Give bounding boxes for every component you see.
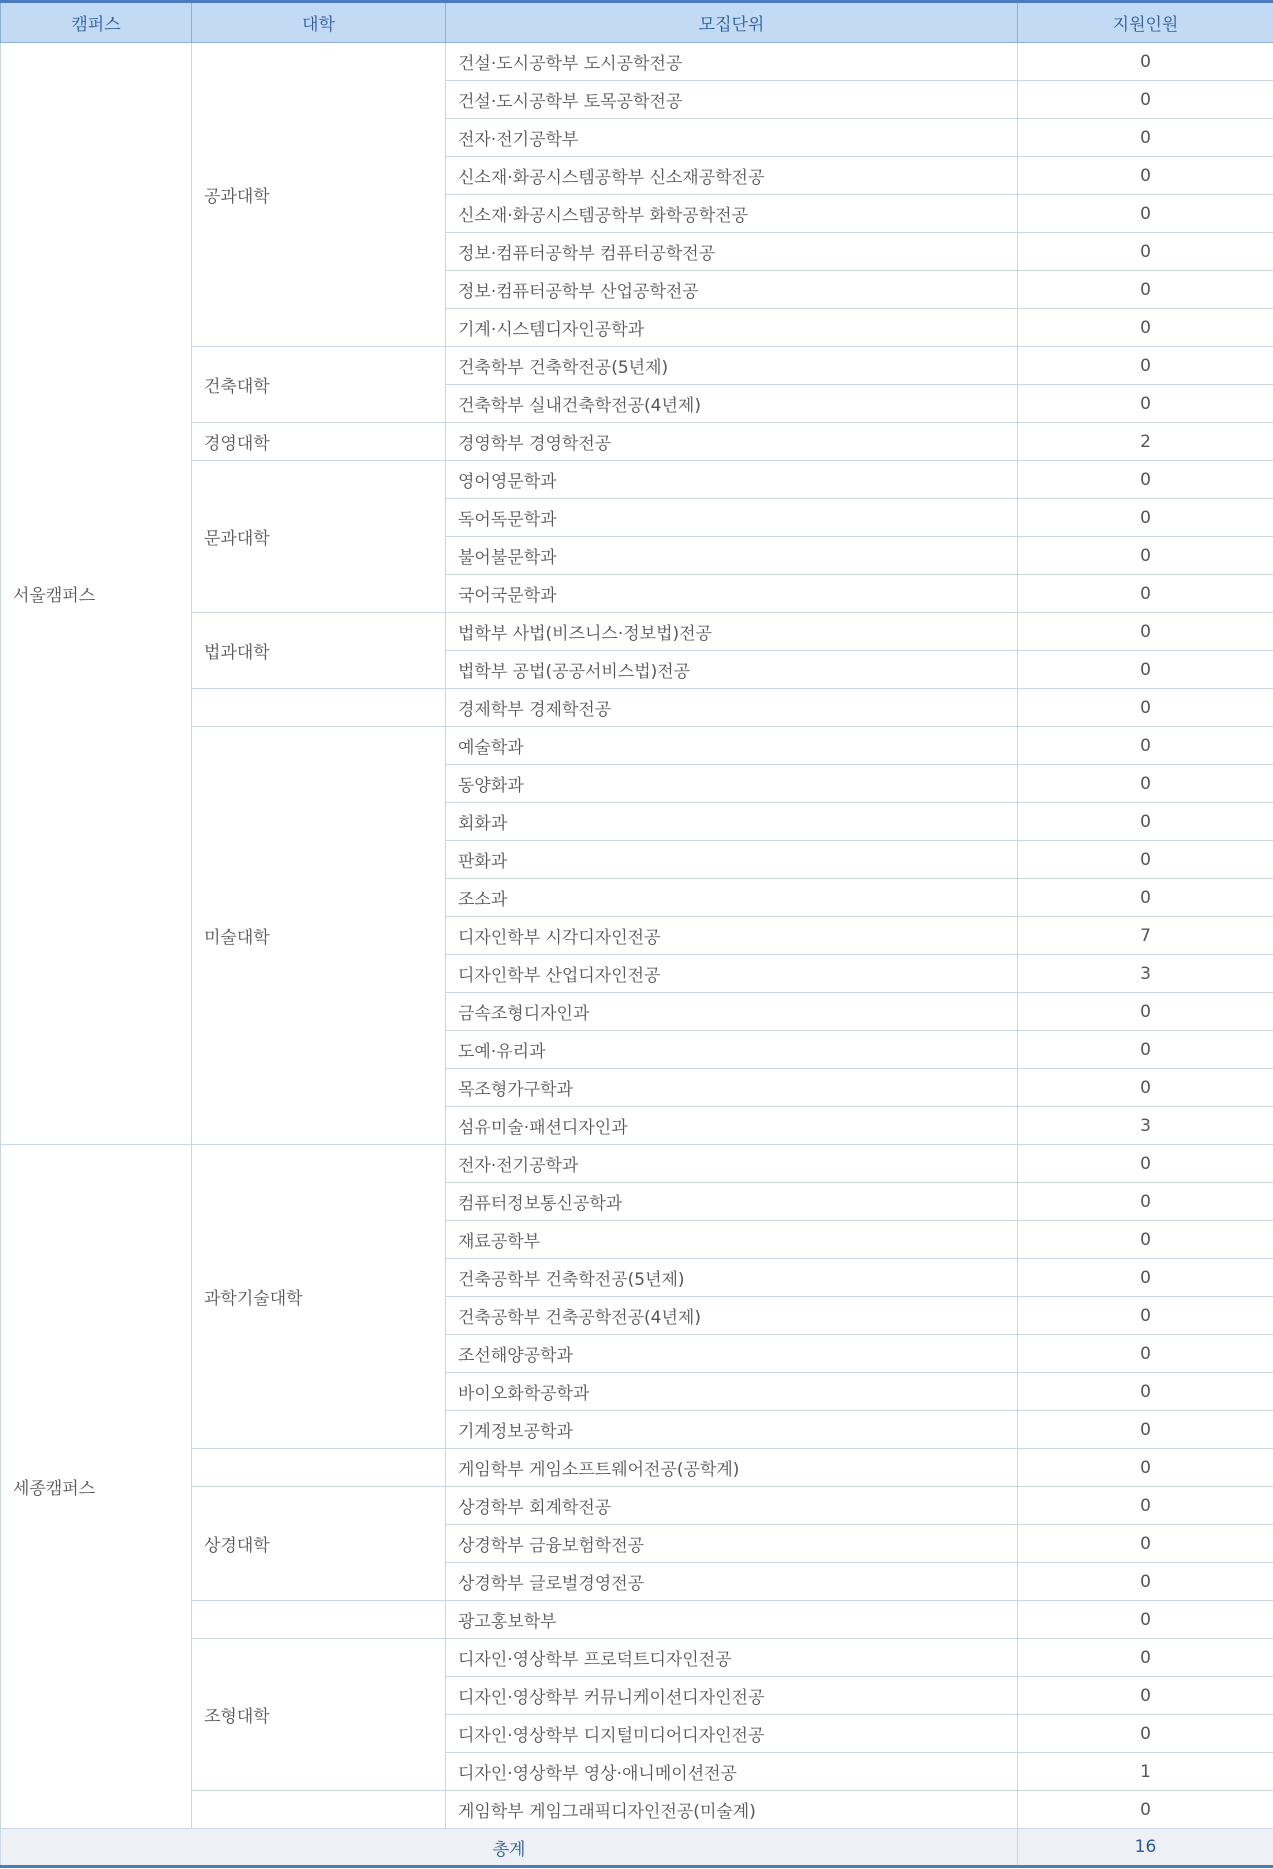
table-row xyxy=(1,43,1273,81)
count-cell: 0 xyxy=(1018,537,1273,575)
count-cell: 0 xyxy=(1018,689,1273,727)
count-cell: 0 xyxy=(1018,613,1273,651)
count-cell: 0 xyxy=(1018,119,1273,157)
count-cell: 0 xyxy=(1018,1449,1273,1487)
count-cell: 0 xyxy=(1018,1715,1273,1753)
count-cell: 0 xyxy=(1018,499,1273,537)
header-unit: 모집단위 xyxy=(446,2,1018,43)
table-row xyxy=(1,613,1273,651)
header-campus: 캠퍼스 xyxy=(1,2,192,43)
unit-cell: 디자인·영상학부 영상·애니메이션전공 xyxy=(446,1753,1018,1791)
college-cell: 법과대학 xyxy=(192,613,446,689)
unit-cell: 섬유미술·패션디자인과 xyxy=(446,1107,1018,1145)
table-row xyxy=(1,1449,1273,1487)
count-cell: 0 xyxy=(1018,1487,1273,1525)
college-cell: 공과대학 xyxy=(192,43,446,347)
count-cell: 0 xyxy=(1018,879,1273,917)
count-cell: 0 xyxy=(1018,271,1273,309)
campus-cell: 서울캠퍼스 xyxy=(1,43,192,1145)
unit-cell: 경영학부 경영학전공 xyxy=(446,423,1018,461)
college-cell: 미술대학 xyxy=(192,727,446,1145)
unit-cell: 회화과 xyxy=(446,803,1018,841)
count-cell: 0 xyxy=(1018,727,1273,765)
unit-cell: 건축공학부 건축학전공(5년제) xyxy=(446,1259,1018,1297)
unit-cell: 독어독문학과 xyxy=(446,499,1018,537)
unit-cell: 기계·시스템디자인공학과 xyxy=(446,309,1018,347)
unit-cell: 건축학부 건축학전공(5년제) xyxy=(446,347,1018,385)
unit-cell: 디자인학부 시각디자인전공 xyxy=(446,917,1018,955)
table-row xyxy=(1,423,1273,461)
header-college: 대학 xyxy=(192,2,446,43)
count-cell: 0 xyxy=(1018,195,1273,233)
table-row xyxy=(1,461,1273,499)
college-cell: 상경대학 xyxy=(192,1487,446,1601)
count-cell: 0 xyxy=(1018,575,1273,613)
count-cell: 0 xyxy=(1018,309,1273,347)
table-row xyxy=(1,1487,1273,1525)
college-cell: 문과대학 xyxy=(192,461,446,613)
count-cell: 0 xyxy=(1018,385,1273,423)
table-row xyxy=(1,347,1273,385)
count-cell: 3 xyxy=(1018,1107,1273,1145)
unit-cell: 예술학과 xyxy=(446,727,1018,765)
count-cell: 0 xyxy=(1018,1297,1273,1335)
unit-cell: 신소재·화공시스템공학부 화학공학전공 xyxy=(446,195,1018,233)
unit-cell: 상경학부 글로벌경영전공 xyxy=(446,1563,1018,1601)
count-cell: 0 xyxy=(1018,347,1273,385)
count-cell: 0 xyxy=(1018,1639,1273,1677)
unit-cell: 게임학부 게임그래픽디자인전공(미술계) xyxy=(446,1791,1018,1829)
college-cell: 과학기술대학 xyxy=(192,1145,446,1449)
college-cell: 조형대학 xyxy=(192,1639,446,1791)
count-cell: 1 xyxy=(1018,1753,1273,1791)
unit-cell: 건축학부 실내건축학전공(4년제) xyxy=(446,385,1018,423)
unit-cell: 재료공학부 xyxy=(446,1221,1018,1259)
count-cell: 0 xyxy=(1018,1031,1273,1069)
unit-cell: 디자인·영상학부 디지털미디어디자인전공 xyxy=(446,1715,1018,1753)
unit-cell: 신소재·화공시스템공학부 신소재공학전공 xyxy=(446,157,1018,195)
unit-cell: 게임학부 게임소프트웨어전공(공학계) xyxy=(446,1449,1018,1487)
unit-cell: 상경학부 금융보험학전공 xyxy=(446,1525,1018,1563)
unit-cell: 정보·컴퓨터공학부 산업공학전공 xyxy=(446,271,1018,309)
count-cell: 2 xyxy=(1018,423,1273,461)
header-count: 지원인원 xyxy=(1018,2,1273,43)
total-row xyxy=(1,1829,1273,1867)
table-row xyxy=(1,1639,1273,1677)
count-cell: 0 xyxy=(1018,1791,1273,1829)
count-cell: 0 xyxy=(1018,1373,1273,1411)
unit-cell: 디자인학부 산업디자인전공 xyxy=(446,955,1018,993)
count-cell: 0 xyxy=(1018,1183,1273,1221)
college-cell xyxy=(192,1601,446,1639)
unit-cell: 조소과 xyxy=(446,879,1018,917)
unit-cell: 바이오화학공학과 xyxy=(446,1373,1018,1411)
count-cell: 0 xyxy=(1018,841,1273,879)
unit-cell: 전자·전기공학부 xyxy=(446,119,1018,157)
count-cell: 0 xyxy=(1018,1525,1273,1563)
campus-cell: 세종캠퍼스 xyxy=(1,1145,192,1829)
count-cell: 0 xyxy=(1018,1411,1273,1449)
unit-cell: 도예·유리과 xyxy=(446,1031,1018,1069)
count-cell: 0 xyxy=(1018,81,1273,119)
count-cell: 0 xyxy=(1018,1563,1273,1601)
college-cell xyxy=(192,1791,446,1829)
count-cell: 0 xyxy=(1018,1259,1273,1297)
count-cell: 0 xyxy=(1018,651,1273,689)
count-cell: 0 xyxy=(1018,803,1273,841)
unit-cell: 판화과 xyxy=(446,841,1018,879)
count-cell: 0 xyxy=(1018,993,1273,1031)
college-cell xyxy=(192,689,446,727)
table-row xyxy=(1,727,1273,765)
count-cell: 0 xyxy=(1018,157,1273,195)
total-count: 16 xyxy=(1018,1829,1273,1867)
unit-cell: 건축공학부 건축공학전공(4년제) xyxy=(446,1297,1018,1335)
unit-cell: 전자·전기공학과 xyxy=(446,1145,1018,1183)
count-cell: 0 xyxy=(1018,1335,1273,1373)
unit-cell: 불어불문학과 xyxy=(446,537,1018,575)
unit-cell: 법학부 공법(공공서비스법)전공 xyxy=(446,651,1018,689)
table-row xyxy=(1,1145,1273,1183)
count-cell: 0 xyxy=(1018,765,1273,803)
unit-cell: 조선해양공학과 xyxy=(446,1335,1018,1373)
count-cell: 0 xyxy=(1018,43,1273,81)
unit-cell: 정보·컴퓨터공학부 컴퓨터공학전공 xyxy=(446,233,1018,271)
total-label: 총계 xyxy=(1,1829,1018,1867)
count-cell: 7 xyxy=(1018,917,1273,955)
table-footer xyxy=(1,1829,1273,1867)
count-cell: 0 xyxy=(1018,461,1273,499)
table-body xyxy=(1,43,1273,1829)
unit-cell: 동양화과 xyxy=(446,765,1018,803)
count-cell: 0 xyxy=(1018,1221,1273,1259)
unit-cell: 상경학부 회계학전공 xyxy=(446,1487,1018,1525)
table-row xyxy=(1,1791,1273,1829)
header-row xyxy=(1,2,1273,43)
college-cell xyxy=(192,1449,446,1487)
unit-cell: 법학부 사법(비즈니스·정보법)전공 xyxy=(446,613,1018,651)
count-cell: 0 xyxy=(1018,1145,1273,1183)
unit-cell: 영어영문학과 xyxy=(446,461,1018,499)
unit-cell: 건설·도시공학부 토목공학전공 xyxy=(446,81,1018,119)
unit-cell: 경제학부 경제학전공 xyxy=(446,689,1018,727)
unit-cell: 컴퓨터정보통신공학과 xyxy=(446,1183,1018,1221)
table-row xyxy=(1,689,1273,727)
unit-cell: 금속조형디자인과 xyxy=(446,993,1018,1031)
unit-cell: 디자인·영상학부 커뮤니케이션디자인전공 xyxy=(446,1677,1018,1715)
unit-cell: 광고홍보학부 xyxy=(446,1601,1018,1639)
college-cell: 경영대학 xyxy=(192,423,446,461)
unit-cell: 목조형가구학과 xyxy=(446,1069,1018,1107)
college-cell: 건축대학 xyxy=(192,347,446,423)
table-row xyxy=(1,1601,1273,1639)
unit-cell: 디자인·영상학부 프로덕트디자인전공 xyxy=(446,1639,1018,1677)
count-cell: 0 xyxy=(1018,233,1273,271)
count-cell: 0 xyxy=(1018,1069,1273,1107)
unit-cell: 건설·도시공학부 도시공학전공 xyxy=(446,43,1018,81)
unit-cell: 국어국문학과 xyxy=(446,575,1018,613)
count-cell: 0 xyxy=(1018,1677,1273,1715)
unit-cell: 기계정보공학과 xyxy=(446,1411,1018,1449)
count-cell: 0 xyxy=(1018,1601,1273,1639)
count-cell: 3 xyxy=(1018,955,1273,993)
table-header xyxy=(1,2,1273,43)
